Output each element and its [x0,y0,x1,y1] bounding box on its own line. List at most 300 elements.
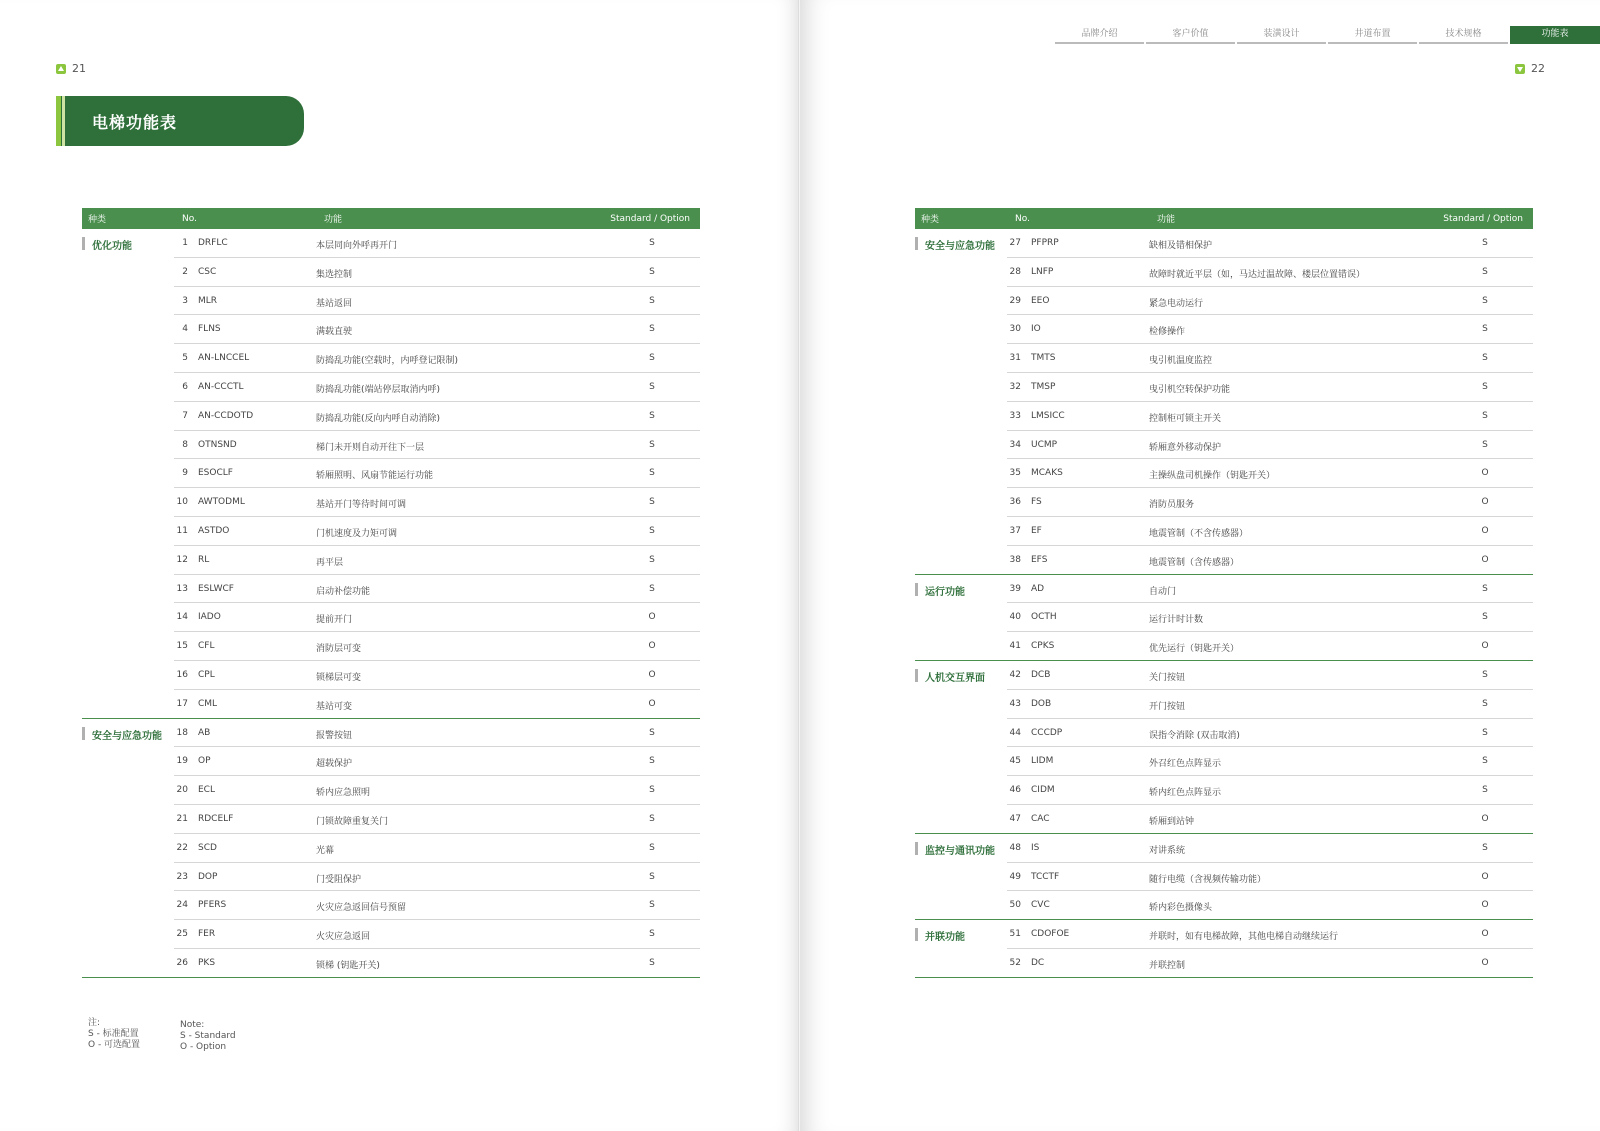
function-code: DC [1031,957,1045,968]
function-code: IADO [198,612,221,623]
function-name: 门机速度及力矩可调 [316,528,398,539]
function-name: 报警按钮 [316,730,353,741]
table-row [1007,344,1533,373]
top-navigation [1055,26,1600,44]
row-number: 31 [1009,353,1021,364]
function-code: CCCDP [1031,727,1063,738]
section-title-banner [56,96,304,146]
nav-tab[interactable]: 装潢设计 [1237,26,1326,44]
table-row [1007,258,1533,287]
function-code: ESLWCF [198,583,234,594]
table-row [174,949,700,977]
row-number: 41 [1009,641,1021,652]
function-code: AN-LNCCEL [198,353,250,364]
row-number: 47 [1009,813,1021,824]
function-name: 控制柜可锁主开关 [1149,413,1222,424]
table-row [174,690,700,718]
standard-option-value: O [1481,957,1489,968]
function-code: CSC [198,266,217,277]
row-number: 25 [176,929,188,940]
category-group [915,229,1533,575]
function-code: CFL [198,641,215,652]
standard-option-value: S [649,353,655,364]
function-name: 轿内应急照明 [316,788,371,799]
row-number: 21 [176,813,188,824]
notes-en [180,1020,236,1053]
row-number: 26 [176,957,188,968]
row-number: 45 [1009,756,1021,767]
table-row [1007,229,1533,258]
page-number-left [56,62,86,75]
table-row [1007,920,1533,949]
header-category: 种类 [88,215,107,225]
standard-option-value: O [1481,929,1489,940]
function-code: LIDM [1031,756,1054,767]
function-code: ECL [198,785,215,796]
standard-option-value: S [649,410,655,421]
page-number-text: 21 [72,62,86,75]
function-name: 随行电缆（含视频传输功能） [1149,874,1267,885]
function-code: DRFLC [198,238,228,248]
function-name: 防捣乱功能(端站停层取消内呼) [316,384,441,395]
table-row [174,229,700,258]
header-standard-option: Standard / Option [1443,213,1523,224]
function-code: SCD [198,842,217,853]
function-name: 并联时，如有电梯故障，其他电梯自动继续运行 [1149,932,1339,943]
function-code: IS [1031,842,1040,853]
left-page [0,0,799,1131]
table-row [1007,661,1533,690]
note-line: O - 可选配置 [88,1040,141,1050]
standard-option-value: S [1482,785,1488,796]
standard-option-value: S [1482,410,1488,421]
standard-option-value: S [1482,238,1488,248]
standard-option-value: O [1481,525,1489,536]
standard-option-value: S [649,497,655,508]
down-arrow-icon [1515,64,1525,74]
header-no: No. [1015,213,1030,224]
row-number: 18 [176,727,188,738]
standard-option-value: S [1482,295,1488,306]
table-row [1007,863,1533,892]
row-number: 8 [182,439,188,450]
note-line: O - Option [180,1042,227,1052]
row-number: 23 [176,871,188,882]
function-code: DOB [1031,698,1052,709]
row-number: 46 [1009,785,1021,796]
table-row [174,575,700,604]
table-row [1007,632,1533,660]
table-row [1007,373,1533,402]
nav-tab[interactable]: 功能表 [1510,26,1600,44]
table-row [174,344,700,373]
function-name: 地震管制（含传感器） [1149,557,1240,568]
function-name: 轿内彩色摄像头 [1149,903,1213,914]
row-number: 27 [1009,238,1021,248]
function-code: CAC [1031,813,1050,824]
table-row [1007,315,1533,344]
table-row [174,891,700,920]
standard-option-value: S [1482,669,1488,680]
category-label: 监控与通讯功能 [915,842,995,857]
row-number: 12 [176,554,188,565]
function-code: TMSP [1031,381,1056,392]
function-code: ESOCLF [198,468,233,479]
function-name: 曳引机温度监控 [1149,356,1213,367]
standard-option-value: S [649,957,655,968]
row-number: 30 [1009,324,1021,335]
function-code: AB [198,727,211,738]
table-row [1007,459,1533,488]
table-row [1007,488,1533,517]
standard-option-value: S [1482,727,1488,738]
table-row [1007,776,1533,805]
table-row [174,315,700,344]
row-number: 34 [1009,439,1021,450]
function-name: 基站可变 [316,701,353,712]
nav-tab[interactable]: 技术规格 [1419,26,1508,44]
standard-option-value: O [648,641,656,652]
standard-option-value: S [1482,612,1488,623]
standard-option-value: O [1481,813,1489,824]
page-number-right [1515,62,1545,75]
row-number: 15 [176,641,188,652]
row-number: 5 [182,353,188,364]
row-number: 2 [182,266,188,277]
function-code: OCTH [1031,612,1057,623]
function-code: RDCELF [198,813,234,824]
function-code: PFPRP [1031,238,1059,248]
function-name: 消防员服务 [1149,500,1195,511]
function-name: 火灾应急返回信号预留 [316,903,407,914]
up-arrow-icon [56,64,66,74]
function-name: 运行计时计数 [1149,615,1204,626]
function-name: 门受阻保护 [316,874,362,885]
table-row [1007,402,1533,431]
standard-option-value: O [1481,871,1489,882]
row-number: 1 [182,238,188,248]
function-code: UCMP [1031,439,1058,450]
function-code: EFS [1031,554,1048,565]
category-label: 安全与应急功能 [915,237,995,252]
standard-option-value: S [649,842,655,853]
standard-option-value: S [1482,583,1488,594]
row-number: 51 [1009,929,1021,940]
function-code: IO [1031,324,1041,335]
function-name: 检修操作 [1149,327,1186,338]
function-name: 光幕 [316,845,335,856]
row-number: 3 [182,295,188,306]
row-number: 52 [1009,957,1021,968]
function-name: 故障时就近平层（如，马达过温故障、楼层位置错误） [1149,269,1366,280]
row-number: 9 [182,468,188,479]
notes-cn [88,1018,140,1051]
function-name: 轿厢意外移动保护 [1149,442,1222,453]
category-label: 并联功能 [915,928,965,943]
category-label: 安全与应急功能 [82,727,162,742]
category-label: 人机交互界面 [915,669,985,684]
function-code: AWTODML [198,497,245,508]
row-number: 50 [1009,900,1021,911]
nav-tab[interactable]: 客户价值 [1146,26,1235,44]
row-number: 38 [1009,554,1021,565]
category-label: 优化功能 [82,237,132,252]
table-row [1007,517,1533,546]
function-code: EF [1031,525,1042,536]
row-number: 39 [1009,583,1021,594]
row-number: 28 [1009,266,1021,277]
note-line: S - Standard [180,1031,236,1041]
function-name: 主操纵盘司机操作（钥匙开关） [1149,471,1276,482]
header-standard-option: Standard / Option [610,213,690,224]
standard-option-value: S [1482,698,1488,709]
table-row [1007,690,1533,719]
table-row [174,373,700,402]
row-number: 49 [1009,871,1021,882]
row-number: 7 [182,410,188,421]
row-number: 19 [176,756,188,767]
standard-option-value: O [648,669,656,680]
header-category: 种类 [921,215,940,225]
function-name: 启动补偿功能 [316,586,371,597]
category-group [915,920,1533,978]
function-code: FLNS [198,324,221,335]
function-name: 提前开门 [316,615,353,626]
function-name: 再平层 [316,557,344,568]
row-number: 37 [1009,525,1021,536]
function-code: FS [1031,497,1042,508]
function-table-left [82,208,700,978]
row-number: 10 [176,497,188,508]
function-name: 满载直驶 [316,327,353,338]
function-code: MLR [198,295,218,306]
category-group [915,834,1533,920]
function-code: TCCTF [1031,871,1060,882]
table-header [82,208,700,229]
standard-option-value: O [1481,641,1489,652]
standard-option-value: S [649,929,655,940]
row-number: 44 [1009,727,1021,738]
function-code: DOP [198,871,218,882]
standard-option-value: S [649,727,655,738]
standard-option-value: S [1482,439,1488,450]
table-row [174,431,700,460]
row-number: 11 [176,525,188,536]
row-number: 20 [176,785,188,796]
standard-option-value: O [1481,497,1489,508]
function-code: DCB [1031,669,1051,680]
nav-tab[interactable]: 品牌介绍 [1055,26,1144,44]
table-header [915,208,1533,229]
table-row [174,258,700,287]
table-row [174,805,700,834]
function-name: 消防层可变 [316,644,362,655]
table-row [1007,546,1533,574]
table-row [174,747,700,776]
function-name: 关门按钮 [1149,672,1186,683]
category-group [915,575,1533,661]
accent-bar [56,96,61,146]
standard-option-value: S [1482,756,1488,767]
note-line: 注: [88,1018,101,1028]
category-group [82,229,700,719]
row-number: 14 [176,612,188,623]
function-name: 门锁故障重复关门 [316,816,389,827]
function-table-right [915,208,1533,978]
table-row [174,661,700,690]
function-code: EEO [1031,295,1050,306]
table-row [1007,287,1533,316]
function-code: PFERS [198,900,227,911]
header-no: No. [182,213,197,224]
row-number: 48 [1009,842,1021,853]
header-function: 功能 [1157,215,1176,225]
standard-option-value: S [649,785,655,796]
standard-option-value: S [649,468,655,479]
standard-option-value: O [648,698,656,709]
row-number: 17 [176,698,188,709]
function-code: CPL [198,669,215,680]
function-name: 缺相及错相保护 [1149,241,1213,251]
function-name: 对讲系统 [1149,845,1186,856]
row-number: 13 [176,583,188,594]
function-code: LNFP [1031,266,1054,277]
function-name: 轿厢照明、风扇节能运行功能 [316,471,434,482]
function-code: TMTS [1031,353,1056,364]
function-code: RL [198,554,210,565]
table-row [1007,805,1533,833]
function-name: 误指令消除 (双击取消) [1149,730,1240,741]
header-function: 功能 [324,215,343,225]
function-name: 梯门未开则自动开往下一层 [316,442,425,453]
function-name: 本层同向外呼再开门 [316,241,398,251]
table-row [174,863,700,892]
table-row [174,776,700,805]
standard-option-value: S [649,525,655,536]
function-code: OTNSND [198,439,237,450]
standard-option-value: O [1481,554,1489,565]
function-code: LMSICC [1031,410,1065,421]
standard-option-value: S [649,583,655,594]
row-number: 33 [1009,410,1021,421]
accent-bar-light [62,96,65,146]
nav-tab[interactable]: 井道布置 [1328,26,1417,44]
row-number: 16 [176,669,188,680]
row-number: 43 [1009,698,1021,709]
standard-option-value: S [1482,324,1488,335]
standard-option-value: S [649,238,655,248]
section-title: 电梯功能表 [92,112,178,132]
note-line: Note: [180,1020,205,1030]
standard-option-value: S [1482,266,1488,277]
function-name: 基站开门等待时间可调 [316,500,407,511]
category-group [915,661,1533,834]
row-number: 36 [1009,497,1021,508]
right-page [800,0,1600,1131]
function-name: 锁梯 (钥匙开关) [316,960,380,971]
standard-option-value: S [649,381,655,392]
function-code: PKS [198,957,216,968]
table-row [174,632,700,661]
table-row [1007,891,1533,919]
function-code: CVC [1031,900,1050,911]
function-name: 外召红色点阵显示 [1149,759,1222,770]
table-row [174,834,700,863]
table-row [174,459,700,488]
row-number: 6 [182,381,188,392]
table-row [174,488,700,517]
note-line: S - 标准配置 [88,1029,139,1039]
standard-option-value: S [649,871,655,882]
table-row [174,603,700,632]
standard-option-value: O [1481,468,1489,479]
function-name: 防捣乱功能(反向内呼自动消除) [316,413,441,424]
table-row [1007,949,1533,977]
function-code: OP [198,756,211,767]
standard-option-value: O [1481,900,1489,911]
function-name: 地震管制（不含传感器） [1149,528,1249,539]
standard-option-value: S [1482,842,1488,853]
row-number: 29 [1009,295,1021,306]
row-number: 4 [182,324,188,335]
table-row [1007,719,1533,748]
table-row [174,546,700,575]
function-code: CIDM [1031,785,1055,796]
function-code: AD [1031,583,1045,594]
function-code: FER [198,929,216,940]
table-row [174,402,700,431]
standard-option-value: S [649,324,655,335]
table-row [174,920,700,949]
standard-option-value: S [1482,381,1488,392]
function-name: 防捣乱功能(空载时，内呼登记限制) [316,356,459,367]
row-number: 32 [1009,381,1021,392]
table-row [174,517,700,546]
table-row [1007,834,1533,863]
function-name: 紧急电动运行 [1149,298,1204,309]
function-name: 曳引机空转保护功能 [1149,384,1231,395]
row-number: 42 [1009,669,1021,680]
function-code: AN-CCDOTD [198,410,254,421]
function-code: CPKS [1031,641,1055,652]
standard-option-value: S [1482,353,1488,364]
standard-option-value: S [649,900,655,911]
function-name: 集选控制 [316,269,353,280]
row-number: 35 [1009,468,1021,479]
function-code: CDOFOE [1031,929,1070,940]
function-name: 并联控制 [1149,960,1186,971]
row-number: 22 [176,842,188,853]
row-number: 24 [176,900,188,911]
standard-option-value: S [649,295,655,306]
table-row [1007,603,1533,632]
table-row [1007,747,1533,776]
page-number-text: 22 [1531,62,1545,75]
function-code: AN-CCCTL [198,381,244,392]
function-name: 火灾应急返回 [316,932,371,943]
standard-option-value: S [649,813,655,824]
function-code: MCAKS [1031,468,1063,479]
function-name: 基站返回 [316,298,353,309]
function-name: 超载保护 [316,759,353,770]
table-row [174,287,700,316]
function-name: 自动门 [1149,586,1177,597]
standard-option-value: S [649,756,655,767]
function-name: 锁梯层可变 [316,672,362,683]
table-row [174,719,700,748]
function-name: 轿厢到站钟 [1149,816,1195,827]
row-number: 40 [1009,612,1021,623]
